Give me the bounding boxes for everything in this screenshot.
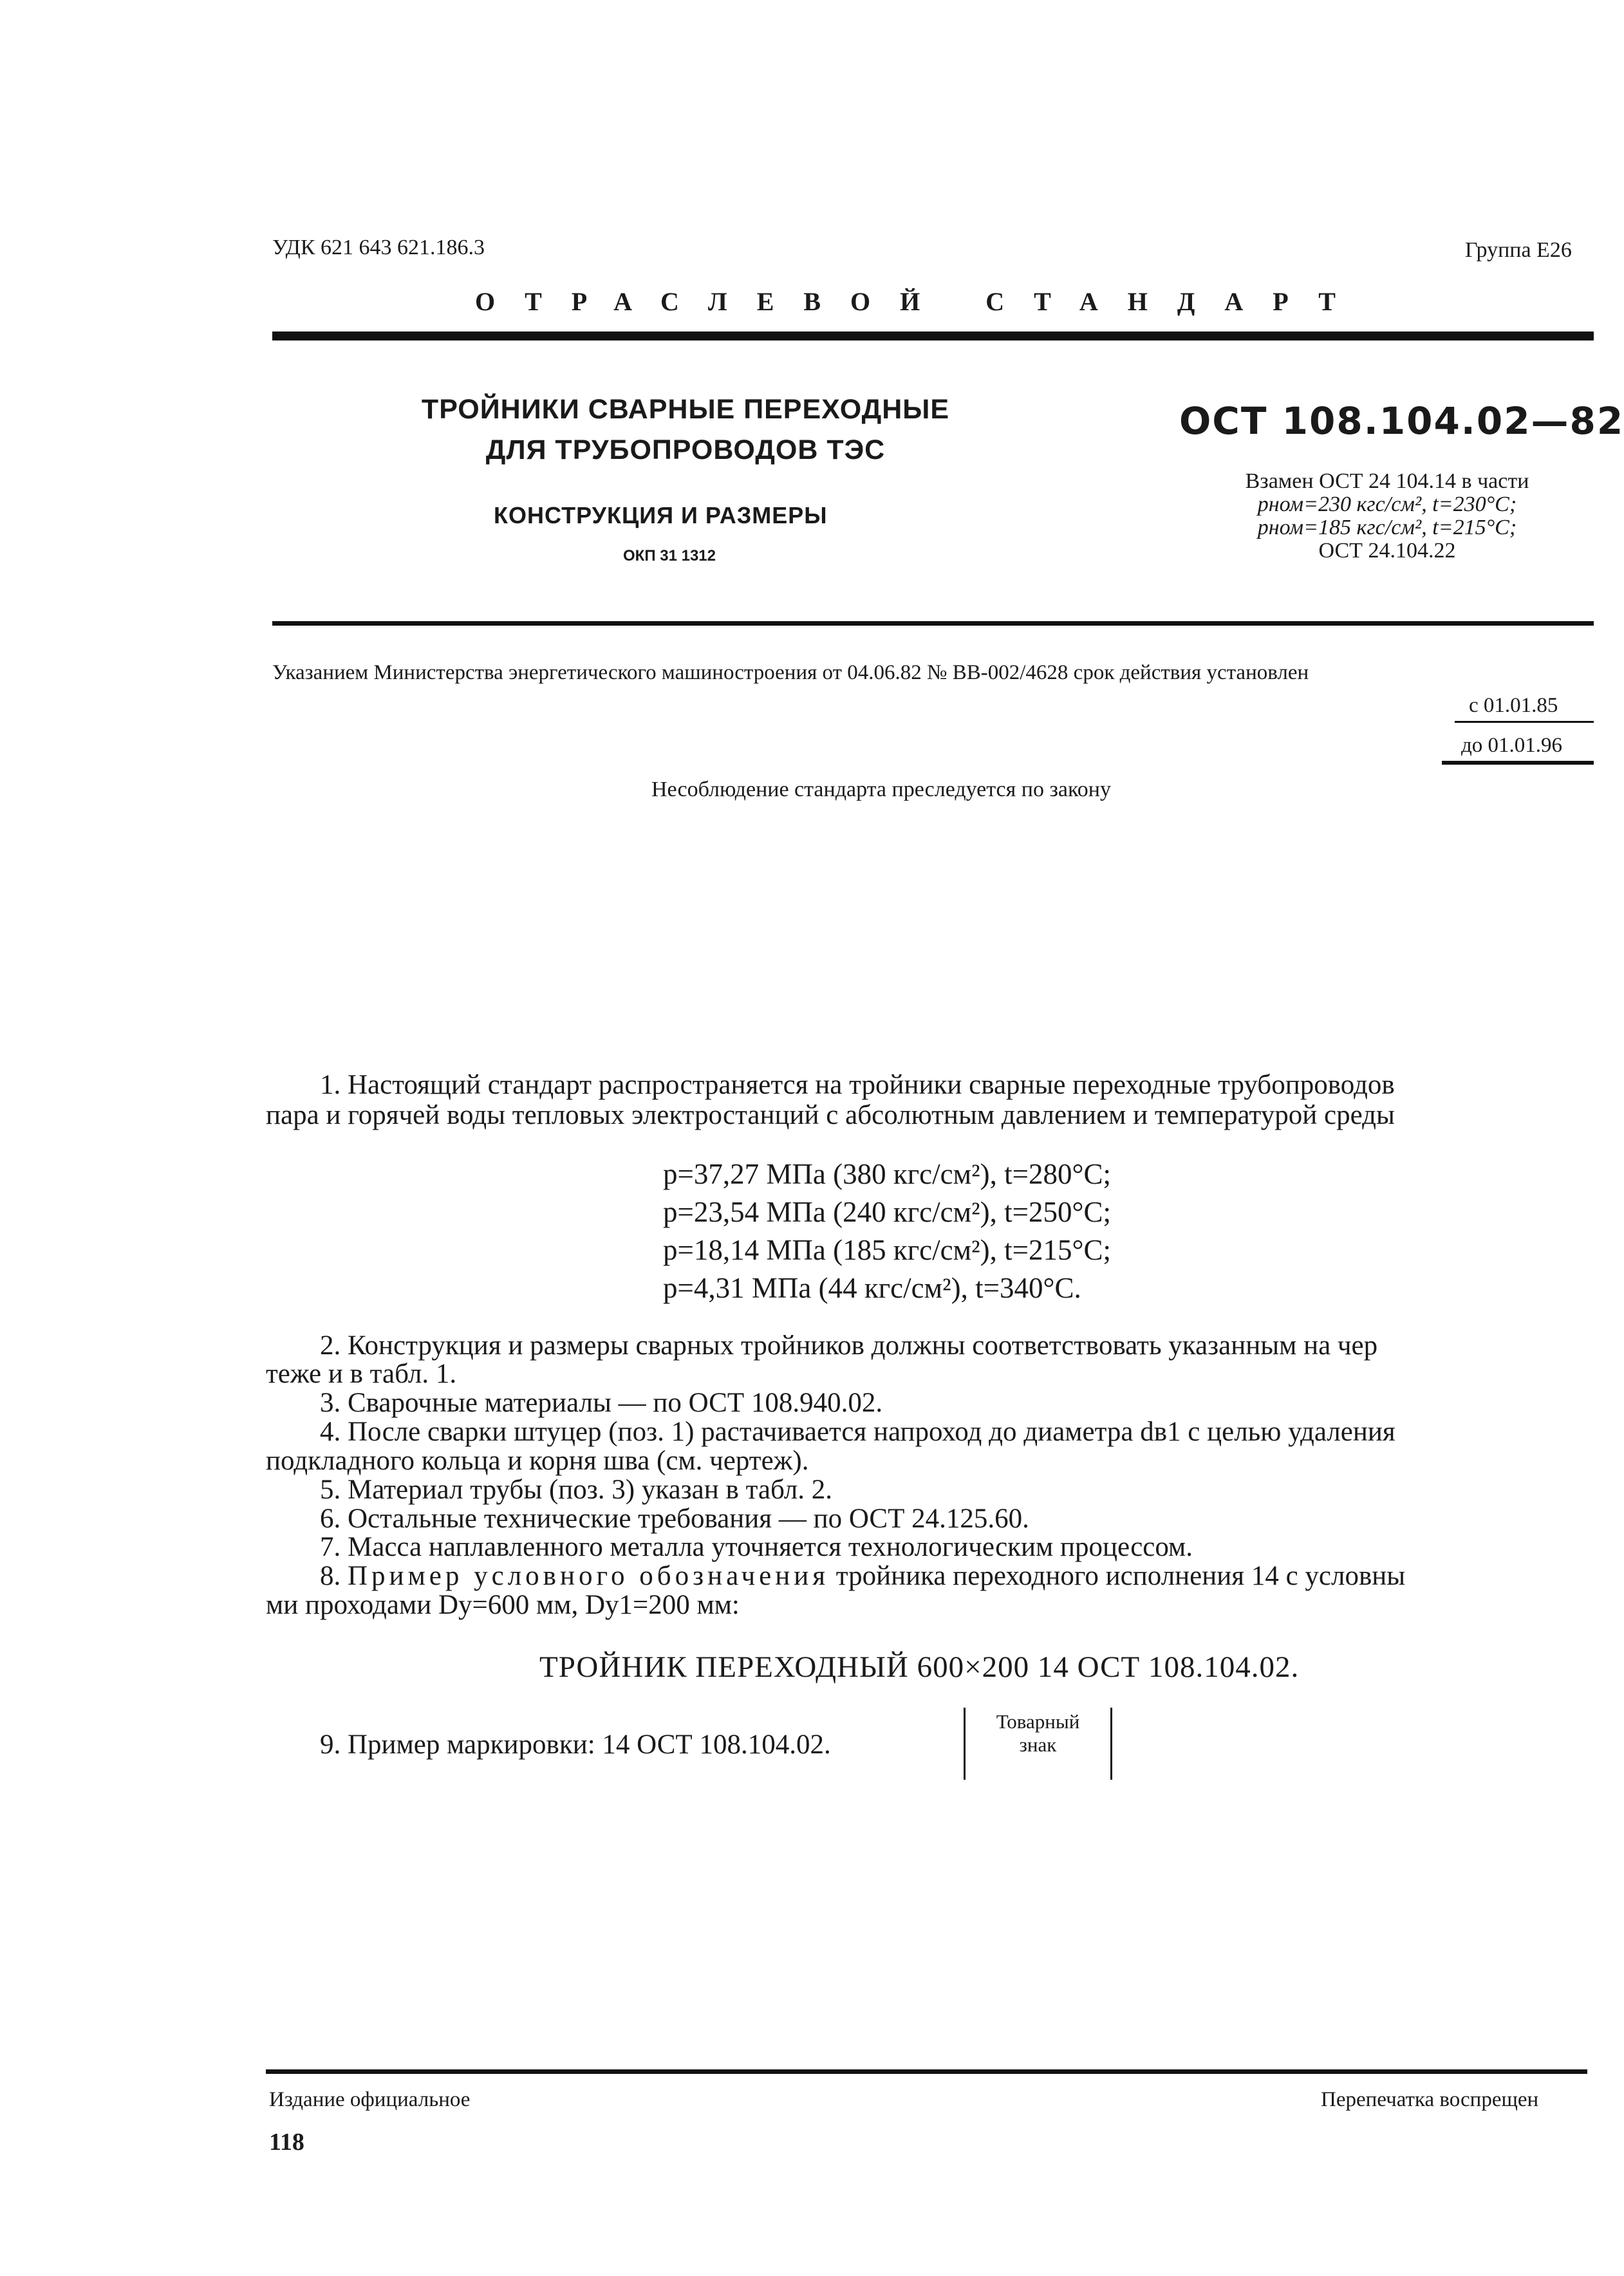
doc-subtitle: КОНСТРУКЦИЯ И РАЗМЕРЫ: [494, 502, 828, 528]
clause-1-line-1: 1. Настоящий стандарт распространяется на тройники сварные переходные трубопроводов: [320, 1070, 1395, 1100]
group-code: Группа Е26: [1465, 238, 1572, 262]
clause-5: 5. Материал трубы (поз. 3) указан в табл. 2.: [320, 1475, 832, 1505]
title-rule: [272, 621, 1594, 626]
clause-2-line-2: теже и в табл. 1.: [266, 1359, 457, 1389]
clause-8-spaced-heading: Пример условного обозначения: [348, 1561, 830, 1591]
clause-4-line-2: подкладного кольца и корня шва (см. чертеж).: [266, 1446, 809, 1476]
condition-3: p=18,14 МПа (185 кгс/см²), t=215°С;: [663, 1234, 1111, 1266]
standard-number: ОСТ 108.104.02—82: [1179, 399, 1624, 443]
legal-notice: Несоблюдение стандарта преследуется по закону: [651, 778, 1111, 801]
edition-note: Издание официальное: [269, 2088, 471, 2111]
valid-to-underline: [1442, 761, 1594, 765]
reprint-note: Перепечатка воспрещен: [1321, 2088, 1539, 2111]
clause-3: 3. Сварочные материалы — по ОСТ 108.940.02.: [320, 1388, 883, 1418]
replaces-line-2: pном=230 кгс/см², t=230°С;: [1257, 492, 1517, 516]
valid-to: до 01.01.96: [1461, 734, 1563, 757]
okp-code: ОКП 31 1312: [623, 547, 716, 564]
valid-from-underline: [1455, 721, 1594, 723]
clause-6: 6. Остальные технические требования — по ОСТ 24.125.60.: [320, 1504, 1029, 1534]
clause-9: 9. Пример маркировки: 14 ОСТ 108.104.02.: [320, 1730, 831, 1760]
replaces-line-1: Взамен ОСТ 24 104.14 в части: [1245, 469, 1529, 493]
clause-8-line-2: ми проходами Dу=600 мм, Dу1=200 мм:: [266, 1590, 740, 1620]
designation-example: ТРОЙНИК ПЕРЕХОДНЫЙ 600×200 14 ОСТ 108.104.02.: [539, 1650, 1300, 1684]
clause-8-number: 8.: [320, 1561, 341, 1591]
standard-banner: ОТРАСЛЕВОЙ СТАНДАРТ: [475, 287, 1365, 316]
clause-7: 7. Масса наплавленного металла уточняется технологическим процессом.: [320, 1532, 1193, 1562]
replaces-block: [1210, 470, 1564, 563]
condition-1: p=37,27 МПа (380 кгс/см²), t=280°С;: [663, 1158, 1111, 1190]
trademark-line-2: знак: [1019, 1733, 1057, 1756]
doc-title-line1: ТРОЙНИКИ СВАРНЫЕ ПЕРЕХОДНЫЕ: [421, 394, 950, 425]
trademark-box: [964, 1708, 1112, 1780]
doc-title-line2: ДЛЯ ТРУБОПРОВОДОВ ТЭС: [485, 434, 886, 465]
valid-from: с 01.01.85: [1469, 694, 1558, 717]
udk-code: УДК 621 643 621.186.3: [272, 236, 485, 259]
condition-4: p=4,31 МПа (44 кгс/см²), t=340°С.: [663, 1272, 1081, 1304]
clause-4-line-1: 4. После сварки штуцер (поз. 1) растачивается напроход до диаметра dв1 с целью удаления: [320, 1417, 1395, 1447]
top-double-rule: [272, 331, 1594, 340]
page-number: 118: [269, 2129, 304, 2156]
clause-8-line-1: [320, 1562, 1405, 1591]
footer-rule: [266, 2069, 1587, 2074]
condition-2: p=23,54 МПа (240 кгс/см²), t=250°С;: [663, 1196, 1111, 1228]
clause-8-text: тройника переходного исполнения 14 с условны: [835, 1561, 1406, 1591]
replaces-line-4: ОСТ 24.104.22: [1318, 539, 1456, 563]
trademark-line-1: Товарный: [996, 1710, 1080, 1733]
clause-1-line-2: пара и горячей воды тепловых электростанций с абсолютным давлением и температурой среды: [266, 1100, 1395, 1130]
replaces-line-3: pном=185 кгс/см², t=215°С;: [1257, 516, 1517, 539]
clause-2-line-1: 2. Конструкция и размеры сварных тройников должны соответствовать указанным на чер: [320, 1330, 1378, 1361]
validity-text: Указанием Министерства энергетического машиностроения от 04.06.82 № ВВ-002/4628 срок действия установлен: [272, 661, 1309, 684]
conditions-list: [663, 1155, 1111, 1307]
